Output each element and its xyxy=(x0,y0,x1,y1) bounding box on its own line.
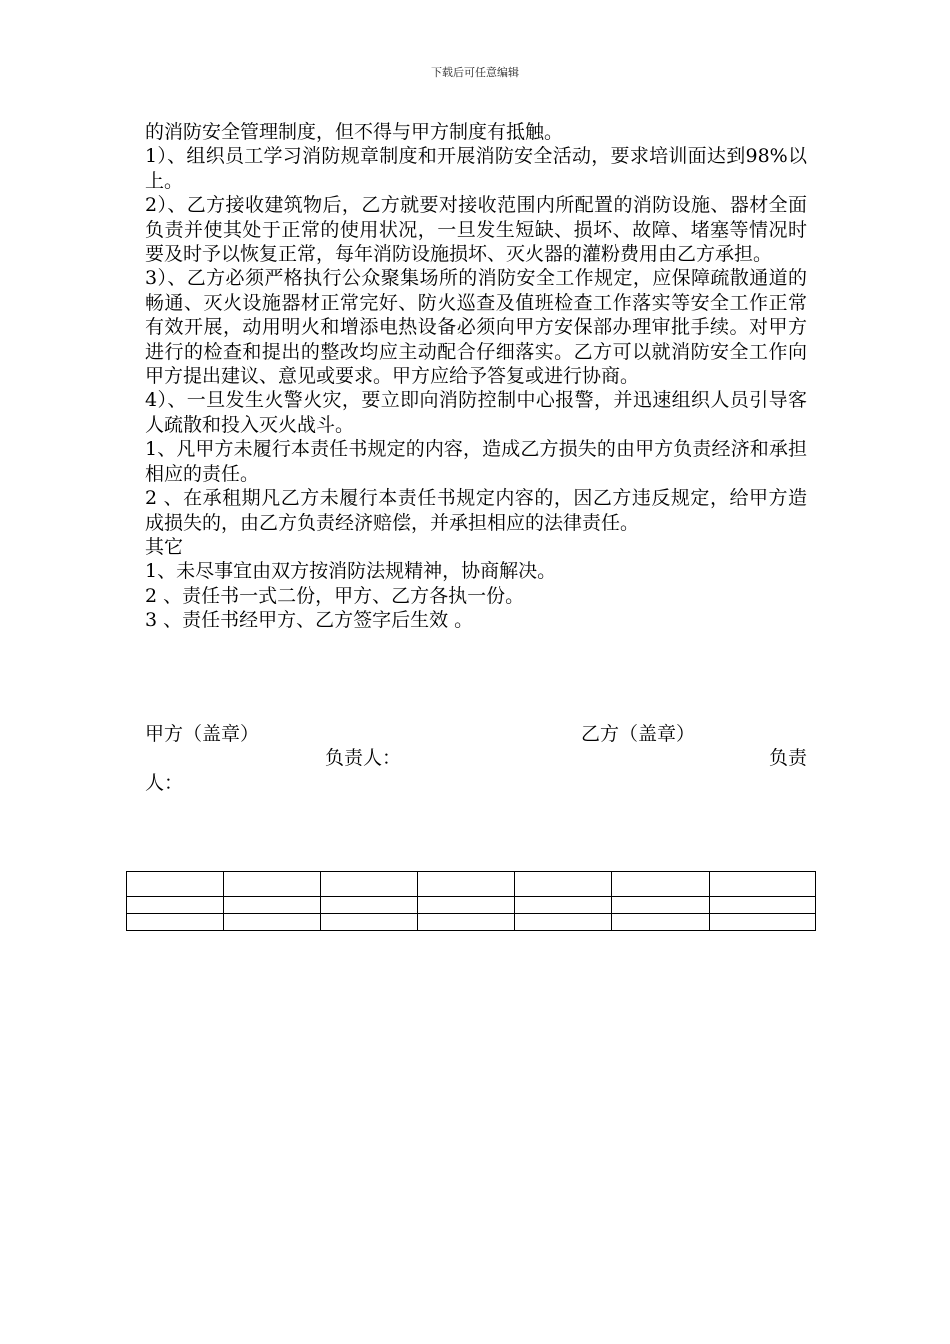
table-cell xyxy=(321,897,418,914)
signature-row-wrap xyxy=(145,771,807,795)
paragraph-other-1: 1、未尽事宜由双方按消防法规精神，协商解决。 xyxy=(145,560,557,583)
table-cell xyxy=(127,872,224,897)
table-cell xyxy=(127,897,224,914)
table-row xyxy=(127,897,816,914)
table-cell xyxy=(515,872,612,897)
table-cell xyxy=(710,897,816,914)
table-cell xyxy=(127,914,224,931)
paragraph-liability-b: 2 、在承租期凡乙方未履行本责任书规定内容的，因乙方违反规定，给甲方造成损失的，由乙方负责经济赔偿，并承担相应的法律责任。 xyxy=(145,487,807,534)
paragraph-other-3: 3 、责任书经甲方、乙方签字后生效 。 xyxy=(145,609,474,632)
table-cell xyxy=(612,897,710,914)
table-cell xyxy=(515,897,612,914)
table-cell xyxy=(710,872,816,897)
paragraph-item-4: 4）、一旦发生火警火灾，要立即向消防控制中心报警，并迅速组织人员引导客人疏散和投入灭火战斗。 xyxy=(145,389,807,436)
document-body xyxy=(145,120,807,633)
paragraph-intro: 的消防安全管理制度，但不得与甲方制度有抵触。 xyxy=(145,121,564,143)
party-b-seal-label: 乙方（盖章） xyxy=(581,723,696,745)
paragraph-item-1: 1）、组织员工学习消防规章制度和开展消防安全活动，要求培训面达到98%以上。 xyxy=(145,145,807,192)
paragraph-item-3: 3）、乙方必须严格执行公众聚集场所的消防安全工作规定，应保障疏散通道的畅通、灭火设施器材正常完好、防火巡查及值班检查工作落实等安全工作正常有效开展，动用明火和增添电热设备必须向甲方安保部办理审批手续。对甲方进行的检查和提出的整改均应主动配合仔细落实。乙方可以就消防安全工作向甲方提出建议、意见或要求。甲方应给予答复或进行协商。 xyxy=(145,267,807,388)
download-note: 下载后可任意编辑 xyxy=(431,66,519,79)
section-heading-other: 其它 xyxy=(145,535,184,558)
blank-form-table xyxy=(126,871,816,931)
table-row xyxy=(127,914,816,931)
paragraph-other-2: 2 、责任书一式二份，甲方、乙方各执一份。 xyxy=(145,584,525,607)
table-cell xyxy=(418,914,515,931)
signature-row-parties xyxy=(145,722,807,746)
paragraph-item-2: 2）、乙方接收建筑物后，乙方就要对接收范围内所配置的消防设施、器材全面负责并使其处于正常的使用状况，一旦发生短缺、损坏、故障、堵塞等情况时要及时予以恢复正常，每年消防设施损坏、灭火器的灌粉费用由乙方承担。 xyxy=(145,194,807,266)
party-a-responsible-label: 负责人： xyxy=(325,747,402,770)
table-cell xyxy=(515,914,612,931)
signature-block xyxy=(145,722,807,795)
paragraph-liability-a: 1、凡甲方未履行本责任书规定的内容，造成乙方损失的由甲方负责经济和承担相应的责任。 xyxy=(145,438,807,485)
table-cell xyxy=(612,872,710,897)
table-cell xyxy=(418,872,515,897)
table-row xyxy=(127,872,816,897)
table-cell xyxy=(418,897,515,914)
party-b-responsible-label-start: 负责 xyxy=(768,747,807,770)
table-cell xyxy=(224,872,321,897)
table-cell xyxy=(612,914,710,931)
party-a-seal-label: 甲方（盖章） xyxy=(145,723,260,745)
table-cell xyxy=(710,914,816,931)
signature-row-responsible xyxy=(145,746,807,770)
table-cell xyxy=(224,914,321,931)
table-cell xyxy=(321,914,418,931)
table-cell xyxy=(224,897,321,914)
table-cell xyxy=(321,872,418,897)
party-b-responsible-label-end: 人： xyxy=(145,771,184,794)
